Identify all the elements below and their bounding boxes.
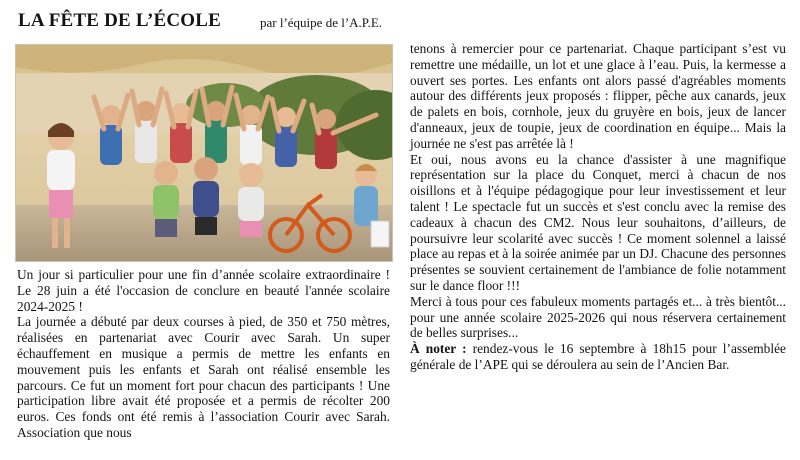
note-text: rendez-vous le 16 septembre à 18h15 pour l’assemblée générale de l’APE qui se déroulera au sein de l’Ancien Bar. bbox=[410, 341, 786, 372]
paragraph-kermesse: tenons à remercier pour ce partenariat. Chaque participant s’est vu remettre une médaille, un lot et une glace à l’eau. Puis, la kermesse a ouvert ses portes. Les enfants ont alors passé d'agréables moments autour des différents jeux proposés : flipper, pêche aux canards, jeux de palets en bois, cornhole, jeux du gruyère en bois, jeux de lancer d'anneaux, jeux de toupie, jeux de coordination en équipe... Mais la journée ne s'est pas arrêtée là ! bbox=[410, 41, 786, 151]
paragraph-thanks: Merci à tous pour ces fabuleux moments partagés et... à très bientôt... pour une année scolaire 2025-2026 qui nous réservera certainement de belles surprises... bbox=[410, 293, 786, 341]
paragraph-note bbox=[410, 341, 786, 373]
article-byline: par l’équipe de l’A.P.E. bbox=[260, 15, 383, 30]
children-celebrating-illustration bbox=[16, 45, 392, 261]
note-label: À noter : bbox=[410, 341, 467, 357]
paragraph-intro: Un jour si particulier pour une fin d’année scolaire extraordinaire ! Le 28 juin a été l'occasion de conclure en beauté l'année scolaire 2024-2025 ! bbox=[17, 267, 390, 314]
left-column bbox=[17, 267, 390, 441]
article-title: LA FÊTE DE L’ÉCOLE bbox=[18, 10, 221, 31]
group-photo bbox=[15, 44, 393, 262]
right-column bbox=[410, 41, 786, 373]
paragraph-spectacle: Et oui, nous avons eu la chance d'assister à une magnifique représentation sur la place du Conquet, merci à chacun de nos oisillons et à l'équipe pédagogique pour leur investissement et leur talent ! Le spectacle fut un succès et s'est conclu avec la remise des cadeaux à chacun des CM2. Nous leur souhaitons, d’ailleurs, de poursuivre leur scolarité avec succès ! Ce moment solennel a laissé place au repas et à la soirée animée par un DJ. Chacune des personnes présentes se souvient certainement de l'ambiance de folie notamment sur le dance floor !!! bbox=[410, 151, 786, 293]
paragraph-races: La journée a débuté par deux courses à pied, de 350 et 750 mètres, réalisées en partenariat avec Courir avec Sarah. Un super échauffement en musique a permis de mettre les enfants en mouvement puis les enfants et Sarah ont réalisé ensemble les parcours. Ce fut un moment fort pour chacun des participants ! Une participation libre avait été proposée et a permis de récolter 200 euros. Ces fonds ont été remis à l’association Courir avec Sarah. Association que nous bbox=[17, 314, 390, 440]
